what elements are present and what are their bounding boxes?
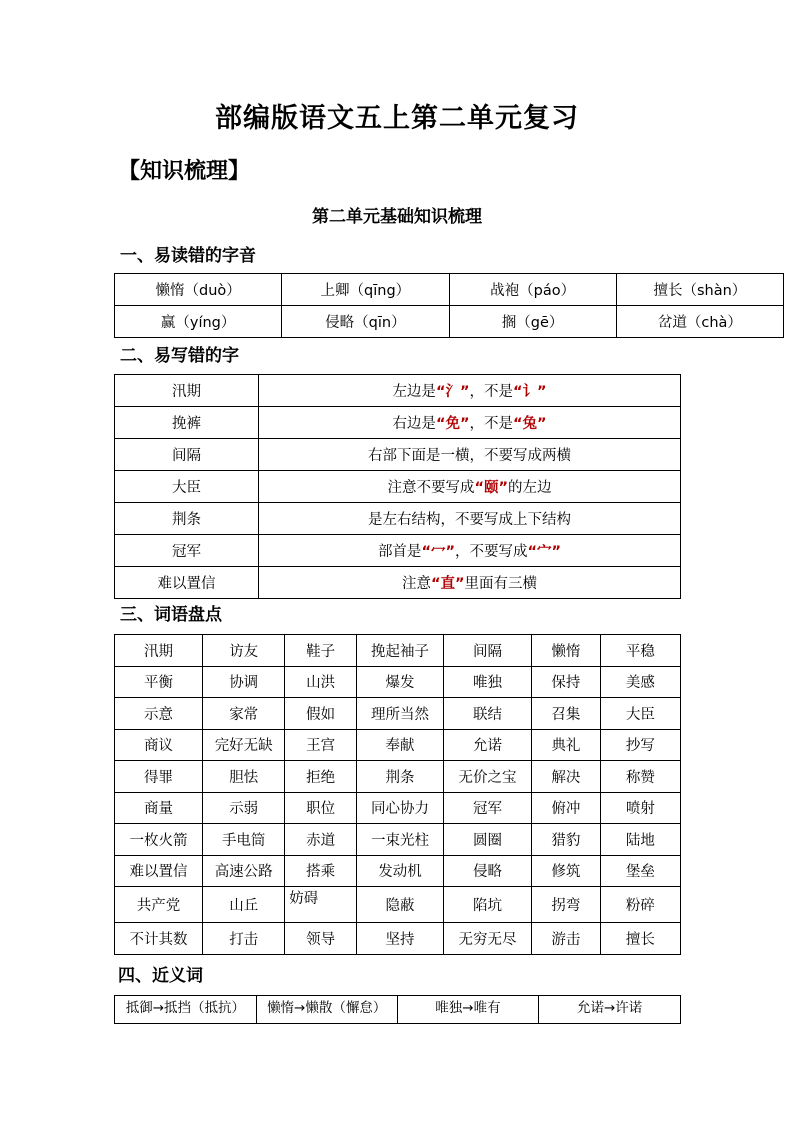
pronunciation-cell: 上卿（qīng） xyxy=(282,274,449,306)
note-cell xyxy=(259,535,681,567)
vocabulary-cell: 难以置信 xyxy=(115,855,203,887)
vocabulary-cell: 解决 xyxy=(532,761,601,793)
vocabulary-cell: 隐蔽 xyxy=(356,887,443,923)
highlight-text: “冖” xyxy=(421,544,455,560)
section-heading-pronunciation: 一、易读错的字音 xyxy=(120,246,256,266)
pronunciation-cell: 战袍（páo） xyxy=(449,274,616,306)
vocabulary-cell: 唯独 xyxy=(444,666,532,698)
vocabulary-cell: 俯冲 xyxy=(532,792,601,824)
vocabulary-cell: 陷坑 xyxy=(444,887,532,923)
vocabulary-cell: 猎豹 xyxy=(532,824,601,856)
note-text: 里面有三横 xyxy=(464,576,538,592)
table-row xyxy=(115,996,681,1024)
vocabulary-cell: 赤道 xyxy=(285,824,357,856)
word-cell: 大臣 xyxy=(115,471,259,503)
vocabulary-cell: 得罪 xyxy=(115,761,203,793)
highlight-text: “颐” xyxy=(474,480,509,496)
vocabulary-cell: 召集 xyxy=(532,698,601,730)
vocabulary-cell: 共产党 xyxy=(115,887,203,923)
note-text: 注意不要写成 xyxy=(387,480,475,496)
note-text: ，不是 xyxy=(469,416,513,432)
vocabulary-cell: 圆圈 xyxy=(444,824,532,856)
word-cell: 汛期 xyxy=(115,375,259,407)
table-row xyxy=(115,375,681,407)
vocabulary-cell: 搭乘 xyxy=(285,855,357,887)
section-heading-synonyms: 四、近义词 xyxy=(118,966,203,986)
pronunciation-cell: 懒惰（duò） xyxy=(115,274,282,306)
synonym-cell: 抵御→抵挡（抵抗） xyxy=(115,996,257,1024)
vocabulary-cell: 发动机 xyxy=(356,855,443,887)
synonym-cell: 懒惰→懒散（懈怠） xyxy=(256,996,397,1024)
highlight-text: “氵” xyxy=(435,384,470,400)
note-text: ，不要写成 xyxy=(455,544,528,560)
vocabulary-cell: 典礼 xyxy=(532,729,601,761)
table-row xyxy=(115,274,784,306)
synonym-cell: 唯独→唯有 xyxy=(397,996,539,1024)
vocabulary-cell: 允诺 xyxy=(444,729,532,761)
vocabulary-cell: 喷射 xyxy=(600,792,680,824)
vocabulary-cell: 同心协力 xyxy=(356,792,443,824)
vocabulary-cell: 修筑 xyxy=(532,855,601,887)
word-cell: 荆条 xyxy=(115,503,259,535)
note-cell xyxy=(259,567,681,599)
table-row xyxy=(115,306,784,338)
vocabulary-cell: 山洪 xyxy=(285,666,357,698)
subtitle: 第二单元基础知识梳理 xyxy=(312,207,482,227)
vocabulary-cell: 访友 xyxy=(203,635,285,667)
note-cell xyxy=(259,503,681,535)
vocabulary-cell: 擅长 xyxy=(600,923,680,955)
table-row xyxy=(115,635,681,667)
pronunciation-cell: 搁（gē） xyxy=(449,306,616,338)
highlight-text: “直” xyxy=(430,576,465,592)
vocabulary-cell: 协调 xyxy=(203,666,285,698)
highlight-text: “兔” xyxy=(513,416,547,432)
word-cell: 冠军 xyxy=(115,535,259,567)
pronunciation-cell: 擅长（shàn） xyxy=(616,274,783,306)
vocabulary-cell: 奉献 xyxy=(356,729,443,761)
section-heading-writing: 二、易写错的字 xyxy=(120,346,239,366)
vocabulary-cell: 坚持 xyxy=(356,923,443,955)
word-cell: 间隔 xyxy=(115,439,259,471)
pronunciation-cell: 赢（yíng） xyxy=(115,306,282,338)
vocabulary-cell: 游击 xyxy=(532,923,601,955)
vocabulary-cell: 无穷无尽 xyxy=(444,923,532,955)
vocabulary-cell: 挽起袖子 xyxy=(356,635,443,667)
pronunciation-table xyxy=(114,273,784,338)
table-row xyxy=(115,824,681,856)
table-row xyxy=(115,471,681,503)
note-text: 左边是 xyxy=(392,384,436,400)
note-text: 是左右结构，不要写成上下结构 xyxy=(368,512,571,528)
vocabulary-cell: 拒绝 xyxy=(285,761,357,793)
vocabulary-cell: 爆发 xyxy=(356,666,443,698)
vocabulary-cell: 无价之宝 xyxy=(444,761,532,793)
vocabulary-cell: 称赞 xyxy=(600,761,680,793)
vocabulary-cell: 家常 xyxy=(203,698,285,730)
table-row xyxy=(115,792,681,824)
table-row xyxy=(115,567,681,599)
writing-table xyxy=(114,374,681,599)
vocabulary-cell: 侵略 xyxy=(444,855,532,887)
vocabulary-cell: 荆条 xyxy=(356,761,443,793)
vocabulary-cell: 粉碎 xyxy=(600,887,680,923)
vocabulary-cell: 王宫 xyxy=(285,729,357,761)
section-heading-vocabulary: 三、词语盘点 xyxy=(120,605,222,625)
table-row xyxy=(115,761,681,793)
note-text: 注意 xyxy=(401,576,431,592)
vocabulary-cell: 理所当然 xyxy=(356,698,443,730)
vocabulary-cell: 不计其数 xyxy=(115,923,203,955)
vocabulary-cell: 美感 xyxy=(600,666,680,698)
table-row xyxy=(115,855,681,887)
note-cell xyxy=(259,407,681,439)
vocabulary-cell: 拐弯 xyxy=(532,887,601,923)
table-row xyxy=(115,923,681,955)
table-row xyxy=(115,535,681,567)
note-text: ，不是 xyxy=(469,384,513,400)
note-text: 部首是 xyxy=(377,544,422,560)
vocabulary-cell: 冠军 xyxy=(444,792,532,824)
page-title: 部编版语文五上第二单元复习 xyxy=(215,103,579,134)
vocabulary-cell: 示意 xyxy=(115,698,203,730)
vocabulary-cell: 保持 xyxy=(532,666,601,698)
vocabulary-cell: 领导 xyxy=(285,923,357,955)
synonym-cell: 允诺→许诺 xyxy=(539,996,681,1024)
pronunciation-cell: 岔道（chà） xyxy=(616,306,783,338)
vocabulary-cell: 胆怯 xyxy=(203,761,285,793)
table-row xyxy=(115,698,681,730)
highlight-text: “宀” xyxy=(527,544,562,560)
vocabulary-cell: 山丘 xyxy=(203,887,285,923)
vocabulary-cell: 商量 xyxy=(115,792,203,824)
note-cell xyxy=(259,471,681,503)
note-text: 右边是 xyxy=(392,416,436,432)
note-cell xyxy=(259,439,681,471)
vocabulary-cell: 职位 xyxy=(285,792,357,824)
synonyms-table xyxy=(114,995,681,1024)
vocabulary-cell: 假如 xyxy=(285,698,357,730)
highlight-text: “免” xyxy=(435,416,470,432)
vocabulary-cell: 大臣 xyxy=(600,698,680,730)
vocabulary-cell: 懒惰 xyxy=(532,635,601,667)
table-row xyxy=(115,729,681,761)
table-row xyxy=(115,503,681,535)
note-cell xyxy=(259,375,681,407)
vocabulary-cell: 平稳 xyxy=(600,635,680,667)
vocabulary-cell: 陆地 xyxy=(600,824,680,856)
pronunciation-cell: 侵略（qīn） xyxy=(282,306,449,338)
vocabulary-cell: 完好无缺 xyxy=(203,729,285,761)
table-row xyxy=(115,666,681,698)
word-cell: 挽裤 xyxy=(115,407,259,439)
table-row xyxy=(115,887,681,923)
vocabulary-cell: 一枚火箭 xyxy=(115,824,203,856)
vocabulary-cell: 联结 xyxy=(444,698,532,730)
vocabulary-cell: 示弱 xyxy=(203,792,285,824)
word-cell: 难以置信 xyxy=(115,567,259,599)
note-text: 右部下面是一横，不要写成两横 xyxy=(368,448,571,464)
vocabulary-cell: 打击 xyxy=(203,923,285,955)
knowledge-heading: 【知识梳理】 xyxy=(118,158,251,184)
vocabulary-cell: 鞋子 xyxy=(285,635,357,667)
note-text: 的左边 xyxy=(508,480,552,496)
vocabulary-table xyxy=(114,634,681,955)
vocabulary-cell: 平衡 xyxy=(115,666,203,698)
table-row xyxy=(115,439,681,471)
vocabulary-cell: 一束光柱 xyxy=(356,824,443,856)
vocabulary-cell: 商议 xyxy=(115,729,203,761)
vocabulary-cell: 高速公路 xyxy=(203,855,285,887)
vocabulary-cell: 手电筒 xyxy=(203,824,285,856)
vocabulary-cell: 间隔 xyxy=(444,635,532,667)
highlight-text: “讠” xyxy=(513,384,547,400)
table-row xyxy=(115,407,681,439)
vocabulary-cell: 汛期 xyxy=(115,635,203,667)
vocabulary-cell: 堡垒 xyxy=(600,855,680,887)
vocabulary-cell: 妨碍 xyxy=(285,887,357,923)
vocabulary-cell: 抄写 xyxy=(600,729,680,761)
